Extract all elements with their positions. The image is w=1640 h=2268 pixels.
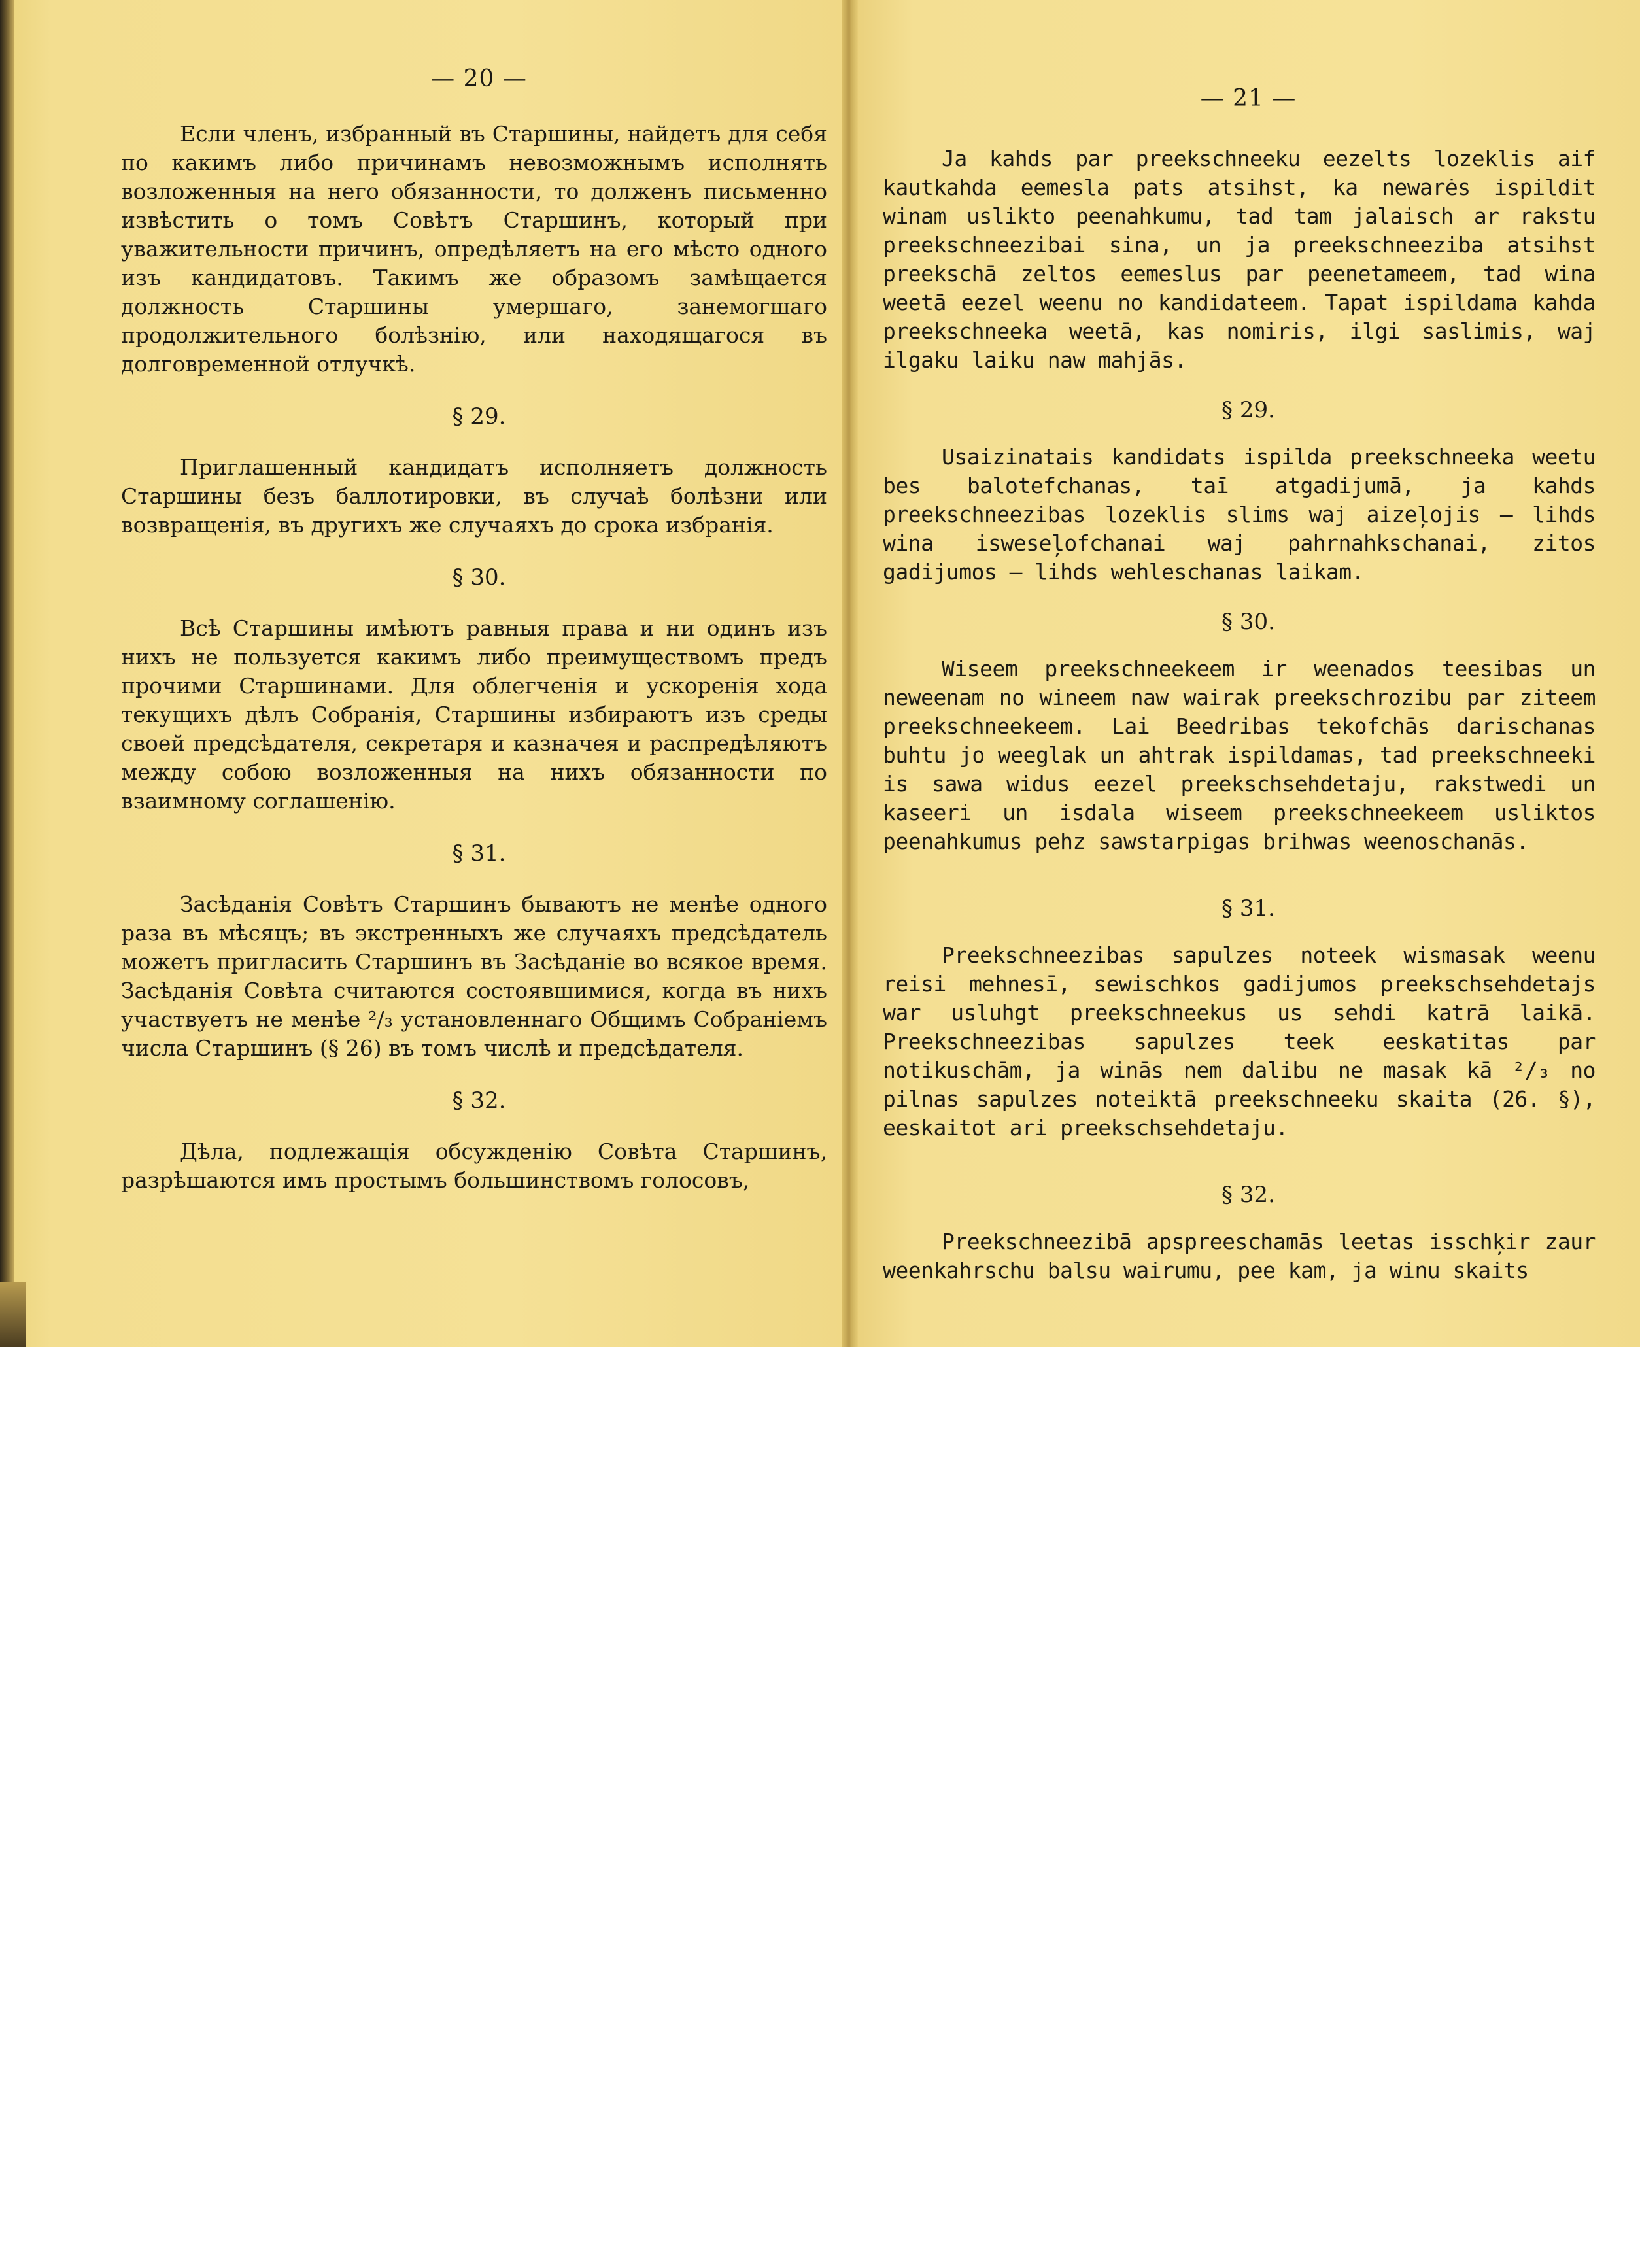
book-spine-edge [0,0,14,1347]
paragraph-right-32: Preekschneezibā apspreeschamās leetas isschķir zaur weenkahrschu balsu wairumu, pee kam, ja winu skaits [883,1229,1596,1283]
paragraph-left-intro: Если членъ, избранный въ Старшины, найдетъ для себя по какимъ либо причинамъ невозможнымъ исполнять возложенныя на него обязанности, то долженъ письменно извѣстить о томъ Совѣтъ Старшинъ, который при уважительности причинъ, опредѣляетъ на его мѣсто одного изъ кандидатовъ. Такимъ же образомъ замѣщается должность Старшины умершаго, занемогшаго продолжительного болѣзнію, или находящагося въ долговременной отлучкѣ. [121,121,827,377]
section-heading-31-left: § 31. [452,840,506,867]
section-heading-29-left: § 29. [452,404,506,430]
page-number-right: — 21 — [1200,85,1297,112]
book-cover-corner [0,1282,26,1347]
paragraph-right-31: Preekschneezibas sapulzes noteek wismasak weenu reisi mehnesī, sewischkos gadijumos preekschsehdetajs war usluhgt preekschneekus us sehdi katrā laikā. Preekschneezibas sapulzes teek eeskatitas par notikuschām, ja winās nem dalibu ne masak kā ²/₃ no pilnas sapulzes noteiktā preekschneeku skaita (26. §), eeskaitot ari preekschsehdetaju. [883,942,1596,1141]
section-heading-29-right: § 29. [1221,397,1275,423]
paragraph-left-30: Всѣ Старшины имѣютъ равныя права и ни одинъ изъ нихъ не пользуется какимъ либо преимуществомъ предъ прочими Старшинами. Для облегченія и ускоренія хода текущихъ дѣлъ Собранія, Старшины избираютъ изъ среды своей предсѣдателя, секретаря и казначея и распредѣляютъ между собою возложенныя на нихъ обязанности по взаимному соглашенію. [121,615,827,814]
paragraph-left-31: Засѣданія Совѣтъ Старшинъ бываютъ не менѣе одного раза въ мѣсяцъ; въ экстренныхъ же случаяхъ предсѣдатель можетъ пригласить Старшинъ въ Засѣданіе во всякое время. Засѣданія Совѣта считаются состоявшимися, когда въ нихъ участвуетъ не менѣе ²/₃ установленнаго Общимъ Собраніемъ числа Старшинъ (§ 26) въ томъ числѣ и предсѣдателя. [121,891,827,1061]
section-heading-30-right: § 30. [1221,609,1275,635]
section-heading-30-left: § 30. [452,564,506,591]
paragraph-right-29: Usaizinatais kandidats ispilda preekschneeka weetu bes balotefchanas, taī atgadijumā, ja kahds preekschneezibas lozeklis slims waj aizeļojis — lihds wina isweseļofchanai waj pahrnahkschanai, zitos gadijumos — lihds wehleschanas laikam. [883,444,1596,585]
section-heading-31-right: § 31. [1221,895,1275,921]
paragraph-right-intro: Ja kahds par preekschneeku eezelts lozeklis aif kautkahda eemesla pats atsihst, ka newarės ispildit winam uslikto peenahkumu, tad tam jalaisch ar rakstu preekschneezibai sina, un ja preekschneeziba atsihst preekschā zeltos eemeslus par peenetameem, tad wina weetā eezel weenu no kandidateem. Tapat ispildama kahda preekschneeka weetā, kas nomiris, ilgi saslimis, waj ilgaku laiku naw mahjās. [883,146,1596,373]
page-gutter [842,0,858,1347]
section-heading-32-right: § 32. [1221,1182,1275,1208]
section-heading-32-left: § 32. [452,1088,506,1114]
paragraph-left-29: Приглашенный кандидатъ исполняетъ должность Старшины безъ баллотировки, въ случаѣ болѣзни или возвращенія, въ другихъ же случаяхъ до срока избранія. [121,455,827,538]
paragraph-right-30: Wiseem preekschneekeem ir weenados teesibas un neweenam no wineem naw wairak preekschrozibu par ziteem preekschneekeem. Lai Beedribas tekofchās darischanas buhtu jo weeglak un ahtrak ispildamas, tad preekschneeki is sawa widus eezel preekschsehdetaju, rakstwedi un kaseeri un isdala wiseem preekschneekeem usliktos peenahkumus pehz sawstarpigas brihwas weenoschanās. [883,656,1596,854]
right-page [850,0,1640,1347]
page-number-left: — 20 — [431,65,527,92]
left-page [0,0,850,1347]
paragraph-left-32: Дѣла, подлежащія обсужденію Совѣта Старшинъ, разрѣшаются имъ простымъ большинствомъ голосовъ, [121,1139,827,1193]
